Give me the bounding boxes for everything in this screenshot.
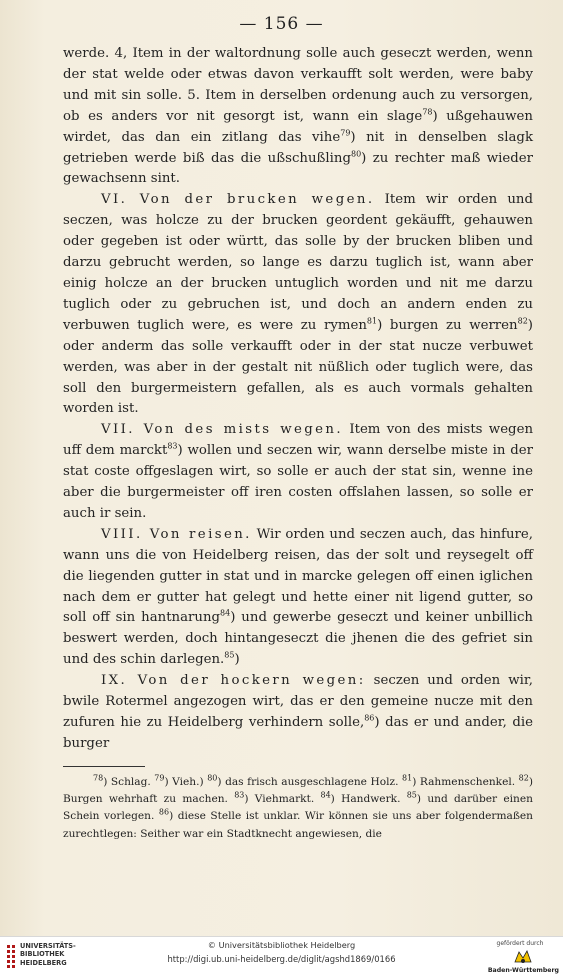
footnote-ref-80[interactable]: 80	[350, 149, 362, 159]
footnote-81: 81	[402, 773, 413, 783]
main-text	[63, 44, 533, 755]
footnotes: $^{78}$) Schlag. $^{79}$) Vieh.) $^{80}$) das frisch ausgeschlagene Holz. $^{81}$) Rahmenschenkel. $^{82}$) Burgen wehrhaft zu machen. $^{83}$) Viehmarkt. $^{84}$) Handwerk. $^{85}$) und darüber einen Schein vorlegen. $^{86}$) diese Stelle ist unklar. Wir können sie uns aber folgendermaßen zurechtlegen: Seither war ein Stadtknecht angewiesen, die	[63, 773, 534, 840]
footnote-82: 82	[518, 773, 529, 783]
footnote-ref-78[interactable]: 78	[422, 107, 433, 117]
footnote-86: 86	[158, 807, 170, 817]
copyright-notice: © Universitätsbibliothek Heidelberg	[207, 940, 356, 950]
paragraph-4: VIII. Von reisen. Wir orden und seczen auch, das hinfure, wann uns die von Heidelberg reisen, das der solt und reysegelt off die liegenden gutter in stat und in marcke gelegen off einen iglichen nach dem er gutter hat gelegt und hette einer nit ligend gutter, so soll off sin hantnarung$^{84}$) und gewerbe geseczt und keiner unbillich beswert werden, doch hintangeseczt die jhenen die des gefriet sin und des schin darlegen.$^{85}$)	[63, 526, 533, 668]
footnote-ref-81[interactable]: 81	[366, 316, 378, 326]
section-heading-ix: IX. Von der hockern wegen:	[101, 673, 366, 689]
footnote-ref-79[interactable]: 79	[340, 128, 351, 138]
footnote-79: 79	[154, 773, 165, 783]
university-library-logo-text: UNIVERSITÄTS- BIBLIOTHEK HEIDELBERG	[20, 942, 76, 967]
section-heading-viii: VIII. Von reisen.	[101, 526, 252, 542]
footnote-78: 78	[93, 773, 104, 783]
footnote-ref-82[interactable]: 82	[517, 316, 528, 326]
funded-by-label: gefördert durch	[496, 940, 544, 947]
footnote-80: 80	[207, 773, 218, 783]
section-heading-vi: VI. Von der brucken wegen.	[101, 192, 375, 208]
footnote-divider	[63, 766, 145, 767]
footnote-ref-84[interactable]: 84	[220, 609, 231, 619]
footnote-ref-86[interactable]: 86	[364, 713, 375, 723]
footnote-84: 84	[320, 790, 331, 800]
footnote-ref-83[interactable]: 83	[167, 441, 178, 451]
page-number: — 156 —	[239, 14, 324, 34]
paragraph-5: IX. Von der hockern wegen: seczen und orden wir, bwile Rotermel angezogen wirt, das er den gemeine nucze mit den zufuren hie zu Heidelberg verhindern solle,$^{86}$) das er und ander, die burger	[63, 673, 534, 751]
viewer-footer	[0, 936, 563, 978]
footnote-83: 83	[234, 790, 245, 800]
paragraph-2: VI. Von der brucken wegen. Item wir orden und seczen, was holcze zu der brucken geordent gekäufft, gehauwen oder gegeben ist oder württ, das solle by der brucken bliben und darzu gebrucht werden, so lange es darzu tuglich ist, wann aber einig holcze an der brucken untuglich worden und nit me darzu tuglich oder zu gebruchen ist, und doch an andern enden zu verbuwen tuglich were, es were zu rymen$^{81}$) burgen zu werren$^{82}$) oder anderm das solle verkaufft oder in der stat nucze verbuwet werden, was aber in der gestalt nit nüßlich oder tuglich were, das soll den burgermeistern gefallen, als es auch vormals gehalten worden ist.	[63, 192, 534, 417]
baden-wuerttemberg-logo-icon[interactable]	[513, 949, 533, 965]
footnote-85: 85	[406, 790, 417, 800]
footnote-ref-85[interactable]: 85	[224, 650, 235, 660]
paragraph-3: VII. Von des mists wegen. Item von des mists wegen uff dem marckt$^{83}$) wollen und seczen wir, wann derselbe miste in der stat coste offgeslagen wirt, so solle er auch der stat sin, wenne ine aber die burgermeister off iren costen offslahen lassen, so solle er auch ir sein.	[63, 422, 534, 521]
funder-name: Baden-Württemberg	[487, 967, 559, 974]
permalink-url[interactable]: http://digi.ub.uni-heidelberg.de/diglit/agshd1869/0166	[167, 954, 396, 964]
section-heading-vii: VII. Von des mists wegen.	[101, 422, 344, 438]
paragraph-1: werde. 4, Item in der waltordnung solle auch geseczt werden, wenn der stat welde oder etwas davon verkaufft solt werden, were baby und mit sin solle. 5. Item in derselben ordenung auch zu versorgen, ob es anders vor nit gesorgt ist, wann ein slage$^{78}$) ußgehauwen wirdet, das dan ein zitlang das vihe$^{79}$) nit in denselben slagk getrieben werde biß das die ußschußling$^{80}$) zu rechter maß wieder gewachsenn sint.	[63, 46, 534, 187]
